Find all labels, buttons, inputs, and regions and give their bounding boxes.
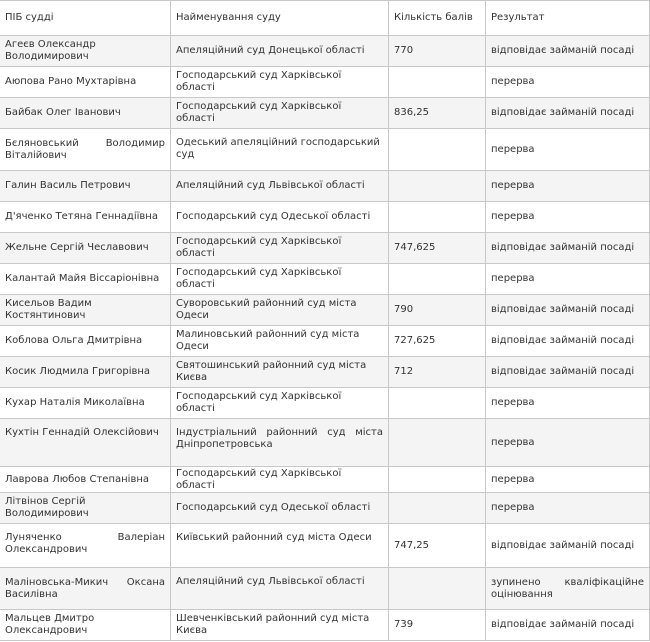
- score: [389, 568, 486, 610]
- table-row: [0, 233, 650, 264]
- court-name: Одеський апеляційний господарський суд: [171, 129, 389, 171]
- table-row: [0, 171, 650, 202]
- score: 712: [389, 357, 486, 388]
- result: перерва: [486, 419, 650, 467]
- header-result: Результат: [486, 1, 650, 36]
- court-name: Святошинський районний суд міста Києва: [171, 357, 389, 388]
- score: 790: [389, 295, 486, 326]
- score: [389, 264, 486, 295]
- table-row: [0, 493, 650, 524]
- judge-name: Кухар Наталія Миколаївна: [0, 388, 171, 419]
- result: відповідає займаній посаді: [486, 98, 650, 129]
- result: перерва: [486, 129, 650, 171]
- court-name: Індустріальний районний суд міста Дніпропетровська: [171, 419, 389, 467]
- header-court: Найменування суду: [171, 1, 389, 36]
- judge-name: Жельне Сергій Чеславович: [0, 233, 171, 264]
- result: відповідає займаній посаді: [486, 233, 650, 264]
- result: перерва: [486, 171, 650, 202]
- court-name: Апеляційний суд Донецької області: [171, 36, 389, 67]
- result: відповідає займаній посаді: [486, 524, 650, 568]
- score: 836,25: [389, 98, 486, 129]
- header-name: ПІБ судді: [0, 1, 171, 36]
- court-name: Суворовський районний суд міста Одеси: [171, 295, 389, 326]
- result: відповідає займаній посаді: [486, 326, 650, 357]
- judge-name: Літвінов Сергій Володимирович: [0, 493, 171, 524]
- score: [389, 67, 486, 98]
- table-row: [0, 467, 650, 493]
- judge-name: Кисельов Вадим Костянтинович: [0, 295, 171, 326]
- table-row: [0, 295, 650, 326]
- score: [389, 171, 486, 202]
- table-row: [0, 388, 650, 419]
- table-row: [0, 264, 650, 295]
- result: перерва: [486, 264, 650, 295]
- judge-name: Галин Василь Петрович: [0, 171, 171, 202]
- court-name: Господарський суд Харківської області: [171, 233, 389, 264]
- judge-name: Д'яченко Тетяна Геннадіївна: [0, 202, 171, 233]
- court-name: Господарський суд Харківської області: [171, 264, 389, 295]
- score: [389, 202, 486, 233]
- table-row: [0, 568, 650, 610]
- score: 727,625: [389, 326, 486, 357]
- table-row: [0, 357, 650, 388]
- judge-name: Коблова Ольга Дмитрівна: [0, 326, 171, 357]
- table-row: [0, 98, 650, 129]
- result: відповідає займаній посаді: [486, 36, 650, 67]
- result: перерва: [486, 388, 650, 419]
- table-row: [0, 67, 650, 98]
- score: 739: [389, 610, 486, 641]
- judge-name: Бєляновський Володимир Віталійович: [0, 129, 171, 171]
- header-row: [0, 1, 650, 36]
- table-row: [0, 36, 650, 67]
- court-name: Апеляційний суд Львівської області: [171, 171, 389, 202]
- court-name: Малиновський районний суд міста Одеси: [171, 326, 389, 357]
- result: відповідає займаній посаді: [486, 295, 650, 326]
- result: перерва: [486, 67, 650, 98]
- court-name: Господарський суд Харківської області: [171, 388, 389, 419]
- score: [389, 419, 486, 467]
- header-score: Кількість балів: [389, 1, 486, 36]
- judge-name: Кухтін Геннадій Олексійович: [0, 419, 171, 467]
- judge-name: Байбак Олег Іванович: [0, 98, 171, 129]
- score: 747,625: [389, 233, 486, 264]
- result: відповідає займаній посаді: [486, 357, 650, 388]
- result: перерва: [486, 467, 650, 493]
- court-name: Київський районний суд міста Одеси: [171, 524, 389, 568]
- result: зупинено кваліфікаційне оцінювання: [486, 568, 650, 610]
- judge-name: Лаврова Любов Степанівна: [0, 467, 171, 493]
- court-name: Господарський суд Харківської області: [171, 67, 389, 98]
- table-row: [0, 326, 650, 357]
- court-name: Господарський суд Харківської області: [171, 467, 389, 493]
- judge-name: Луняченко Валеріан Олександрович: [0, 524, 171, 568]
- result: перерва: [486, 202, 650, 233]
- judge-name: Агеєв Олександр Володимирович: [0, 36, 171, 67]
- judge-name: Калантай Майя Віссаріонівна: [0, 264, 171, 295]
- judge-name: Маліновська-Микич Оксана Василівна: [0, 568, 171, 610]
- judge-name: Косик Людмила Григорівна: [0, 357, 171, 388]
- table-row: [0, 202, 650, 233]
- result: перерва: [486, 493, 650, 524]
- result: відповідає займаній посаді: [486, 610, 650, 641]
- court-name: Господарський суд Харківської області: [171, 98, 389, 129]
- table-row: [0, 419, 650, 467]
- score: [389, 388, 486, 419]
- score: [389, 129, 486, 171]
- score: [389, 493, 486, 524]
- score: 770: [389, 36, 486, 67]
- court-name: Апеляційний суд Львівської області: [171, 568, 389, 610]
- score: [389, 467, 486, 493]
- table-row: [0, 129, 650, 171]
- court-name: Шевченківський районний суд міста Києва: [171, 610, 389, 641]
- judge-name: Мальцев Дмитро Олександрович: [0, 610, 171, 641]
- table-row: [0, 610, 650, 641]
- judge-name: Аюпова Рано Мухтарівна: [0, 67, 171, 98]
- table-row: [0, 524, 650, 568]
- score: 747,25: [389, 524, 486, 568]
- court-name: Господарський суд Одеської області: [171, 202, 389, 233]
- court-name: Господарський суд Одеської області: [171, 493, 389, 524]
